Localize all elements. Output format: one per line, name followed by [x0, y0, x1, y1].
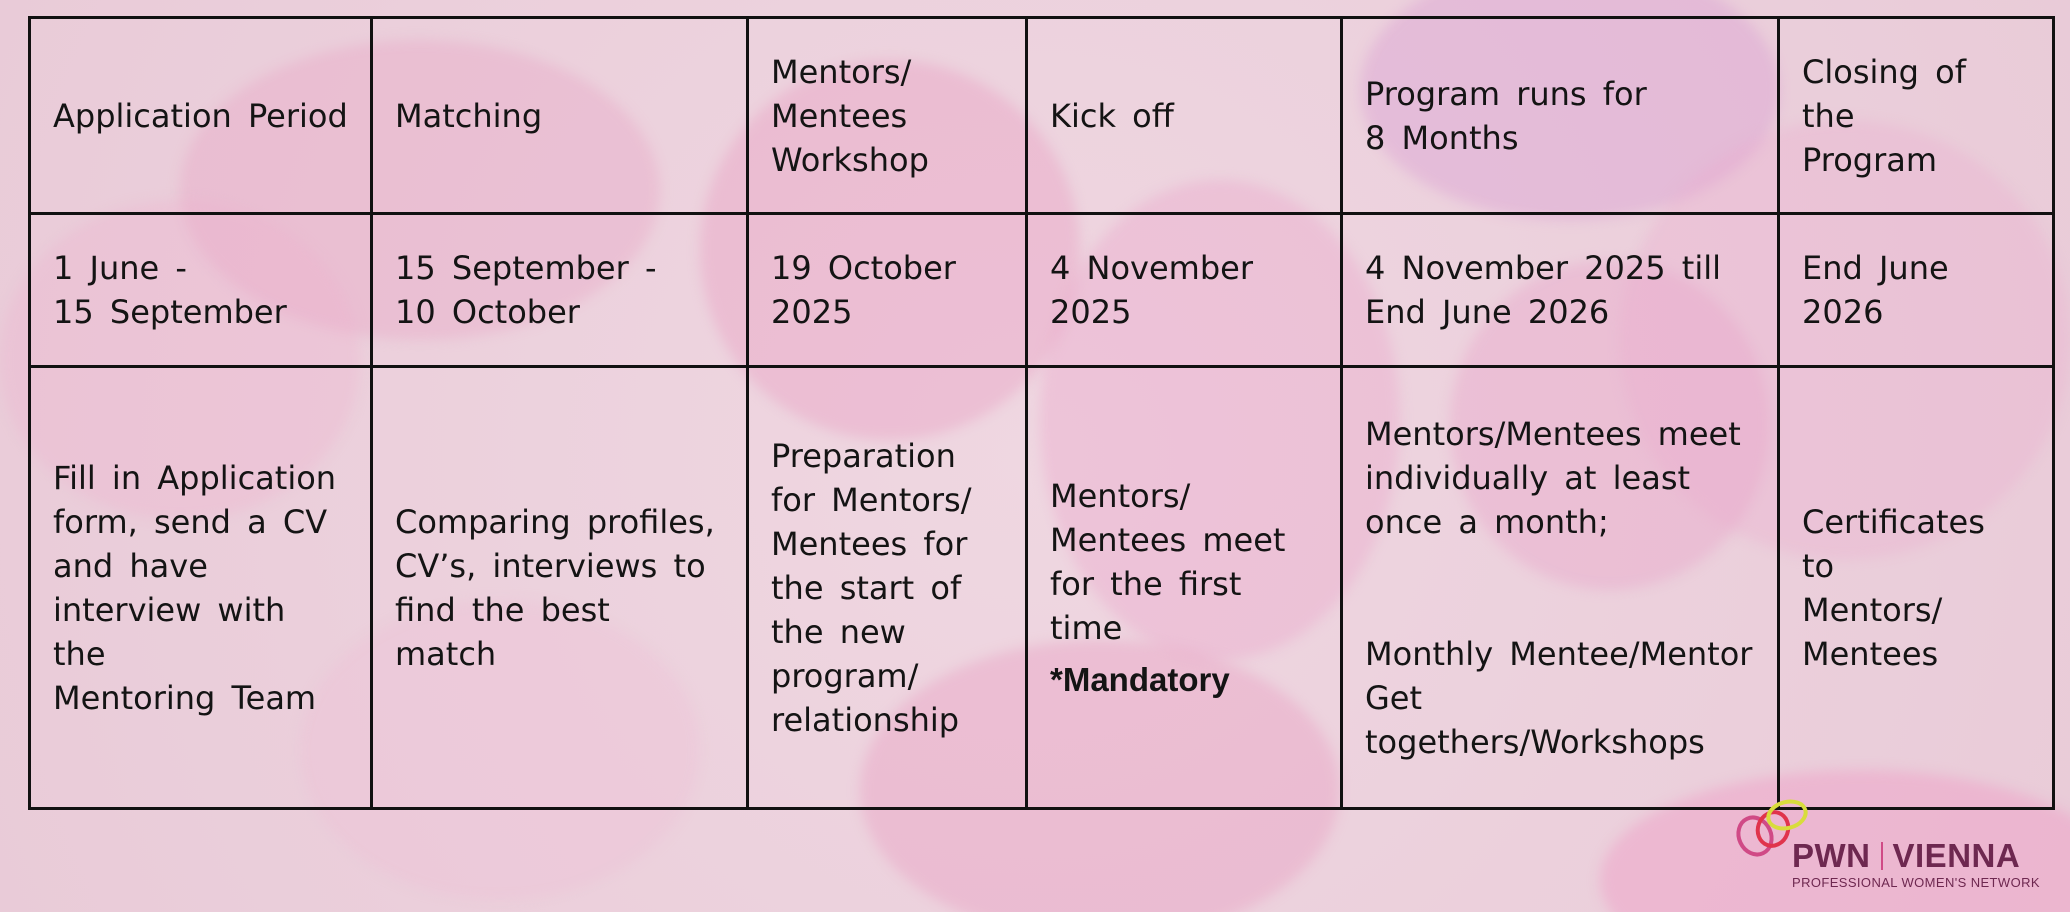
phase-date: 19 October 2025 — [771, 249, 956, 331]
phase-title: Program runs for 8 Months — [1365, 74, 1647, 157]
program-gatherings-description: Monthly Mentee/Mentor Get togethers/Workshops — [1365, 634, 1753, 761]
phase-date: 15 September - 10 October — [395, 249, 657, 331]
date-cell — [1027, 214, 1342, 367]
phase-title: Closing of the Program — [1802, 52, 1966, 179]
workshop-description: Preparation for Mentors/ Mentees for the start of the new program/ relationship — [771, 436, 972, 739]
phase-closing-cell — [1779, 18, 2054, 214]
phase-program-cell — [1342, 18, 1779, 214]
kickoff-description: Mentors/ Mentees meet for the first time — [1050, 476, 1286, 647]
description-cell — [1027, 367, 1342, 809]
application-description: Fill in Application form, send a CV and have interview with the Mentoring Team — [53, 458, 337, 717]
description-cell — [1779, 367, 2054, 809]
mandatory-note: *Mandatory — [1050, 660, 1230, 698]
closing-description: Certificates to Mentors/ Mentees — [1802, 502, 1985, 673]
logo-wordmark: PWN VIENNA — [1792, 837, 2021, 874]
description-cell — [30, 367, 372, 809]
phase-matching-cell — [372, 18, 748, 214]
phase-kickoff-cell — [1027, 18, 1342, 214]
date-cell — [372, 214, 748, 367]
phase-header-row — [30, 18, 2054, 214]
description-cell — [1342, 367, 1779, 809]
phase-date: 4 November 2025 till End June 2026 — [1365, 249, 1721, 331]
description-cell — [748, 367, 1027, 809]
phase-title: Matching — [395, 96, 543, 135]
logo-tagline: PROFESSIONAL WOMEN'S NETWORK — [1792, 875, 2040, 890]
phase-title: Application Period — [53, 96, 348, 135]
phase-title: Kick off — [1050, 96, 1174, 135]
date-cell — [30, 214, 372, 367]
phase-application-cell — [30, 18, 372, 214]
program-meetings-description: Mentors/Mentees meet individually at least once a month; — [1365, 414, 1741, 541]
pwn-vienna-logo — [1725, 793, 2040, 900]
phase-description-row — [30, 367, 2054, 809]
description-cell — [372, 367, 748, 809]
phase-date-row — [30, 214, 2054, 367]
phase-workshop-cell — [748, 18, 1027, 214]
date-cell — [1342, 214, 1779, 367]
phase-date: 4 November 2025 — [1050, 249, 1253, 331]
mentoring-timeline-table — [28, 16, 2055, 810]
phase-title: Mentors/ Mentees Workshop — [771, 52, 929, 179]
date-cell — [748, 214, 1027, 367]
matching-description: Comparing profiles, CV’s, interviews to find the best match — [395, 502, 715, 673]
date-cell — [1779, 214, 2054, 367]
phase-date: 1 June - 15 September — [53, 249, 287, 331]
phase-date: End June 2026 — [1802, 249, 1949, 331]
